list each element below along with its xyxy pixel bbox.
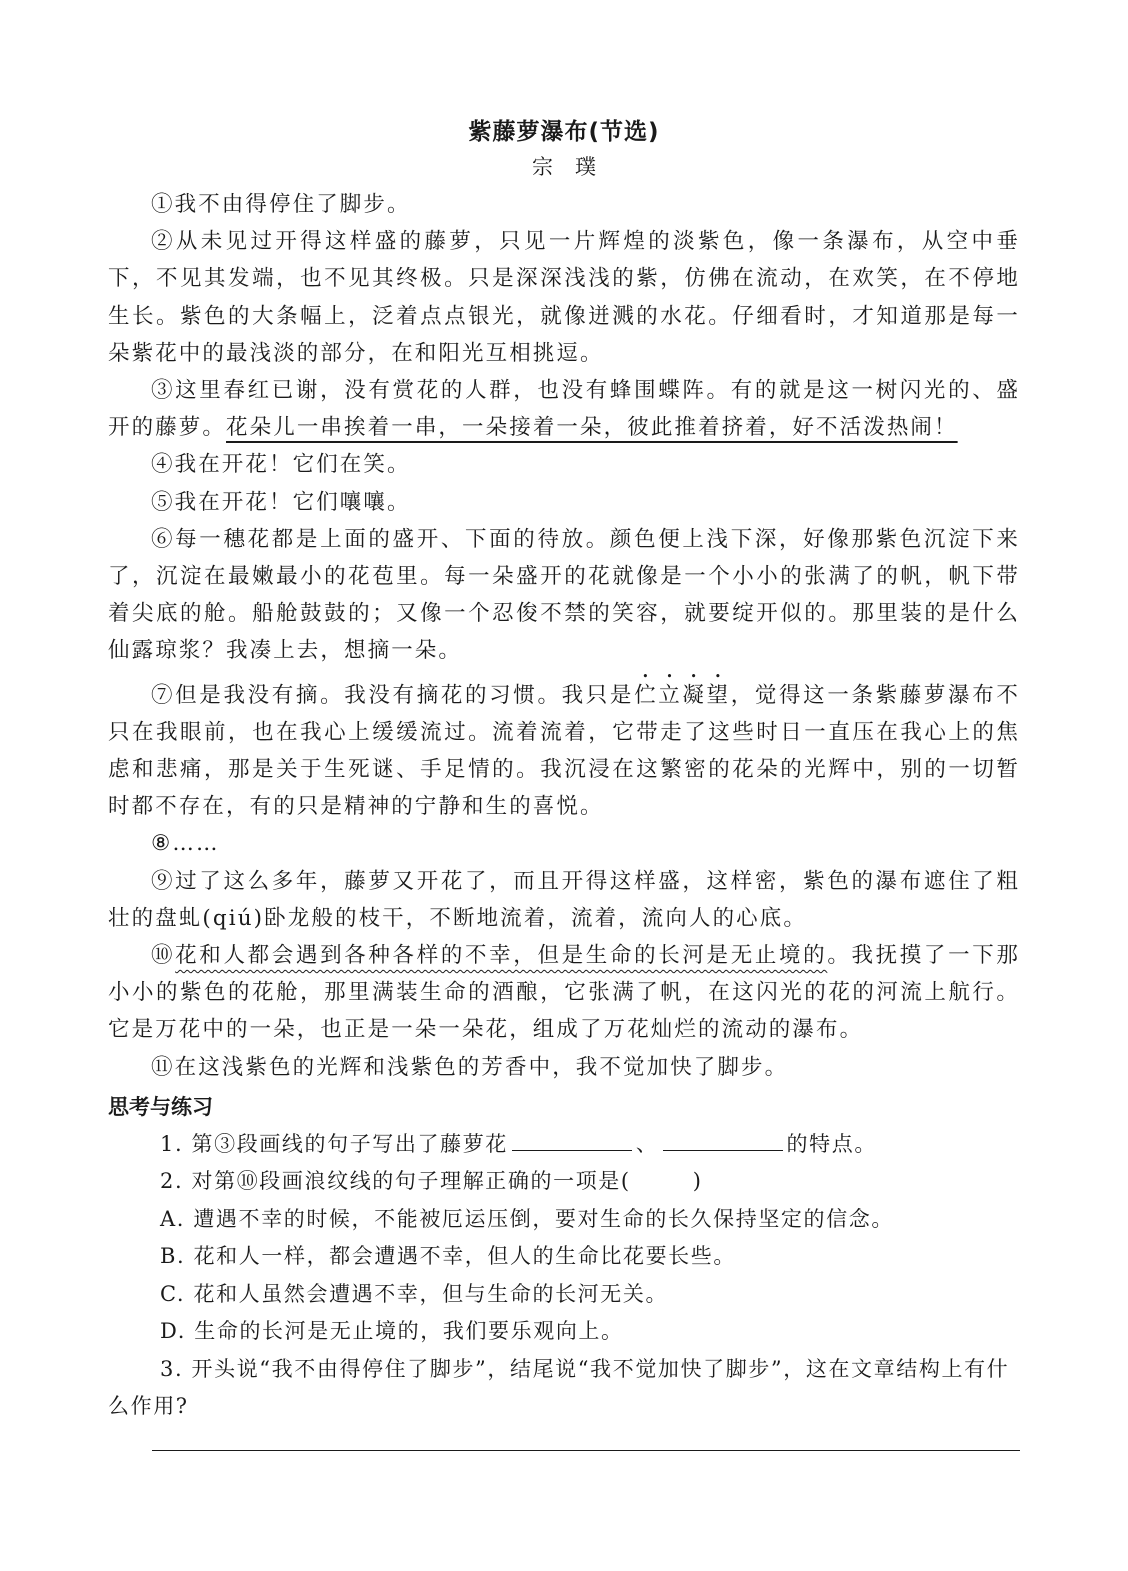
paragraph-3 [108, 372, 1020, 446]
paragraph-7 [108, 670, 1020, 826]
question-1-separator: 、 [635, 1131, 659, 1156]
answer-blank-1[interactable] [512, 1128, 632, 1151]
paragraph-4: ④我在开花！它们在笑。 [151, 452, 411, 478]
question-3-text-a: 3. 开头说“我不由得停住了脚步”，结尾说“我不觉加快了脚步”，这在文章结构上 [160, 1356, 965, 1381]
paragraph-2: ②从未见过开得这样盛的藤萝，只见一片辉煌的淡紫色，像一条瀑布，从空中垂下，不见其发端，也不见其终极。只是深深浅浅的紫，仿佛在流动，在欢笑，在不停地生长。紫色的大条幅上，泛着点点银光，就像迸溅的水花。仔细看时，才知道那是每一朵紫花中的最浅淡的部分，在和阳光互相挑逗。 [108, 229, 1020, 366]
exercises-heading: 思考与练习 [108, 1094, 213, 1119]
passage-title: 紫藤萝瀑布(节选) [468, 119, 660, 145]
question-1-text-b: 的特点。 [786, 1131, 877, 1156]
option-d: D. 生命的长河是无止境的，我们要乐观向上。 [160, 1319, 624, 1344]
question-1 [108, 1126, 1020, 1164]
option-b: B. 花和人一样，都会遭遇不幸，但人的生命比花要长些。 [160, 1244, 736, 1269]
passage-author: 宗璞 [532, 155, 618, 179]
question-2-text-a: 2. 对第⑩段画浪纹线的句子理解正确的一项是( [160, 1169, 631, 1194]
paragraph-3-text: ③这里春红已谢，没有赏花的人群，也没有蜂围蝶阵。有的就是这一树闪光的、盛开的藤萝。 [108, 378, 1020, 441]
worksheet-page [108, 112, 1020, 1426]
option-c: C. 花和人虽然会遭遇不幸，但与生命的长河无关。 [160, 1281, 669, 1306]
paragraph-8: ⑧…… [151, 831, 220, 857]
paragraph-9: ⑨过了这么多年，藤萝又开花了，而且开得这样盛，这样密，紫色的瀑布遮住了粗壮的盘虬(qiú)卧龙般的枝干，不断地流着，流着，流向人的心底。 [108, 868, 1020, 931]
question-2 [108, 1163, 1020, 1201]
paragraph-6: ⑥每一穗花都是上面的盛开、下面的待放。颜色便上浅下深，好像那紫色沉淀下来了，沉淀在最嫩最小的花苞里。每一朵盛开的花就像是一个小小的张满了的帆，帆下带着尖底的舱。船舱鼓鼓的；又像一个忍俊不禁的笑容，就要绽开似的。那里装的是什么仙露琼浆？我凑上去，想摘一朵。 [108, 526, 1020, 664]
paragraph-10 [108, 937, 1020, 1049]
question-1-text-a: 1. 第③段画线的句子写出了藤萝花 [160, 1131, 508, 1156]
question-3-text-b: 有什么作用? [108, 1356, 1010, 1419]
wavy-underlined-sentence: 花和人都会遇到各种各样的不幸，但是生命的长河是无止境的 [175, 943, 828, 969]
answer-line[interactable] [152, 1450, 1020, 1451]
answer-blank-2[interactable] [663, 1128, 783, 1151]
question-2-text-b: ) [692, 1169, 703, 1194]
paragraph-5: ⑤我在开花！它们嚷嚷。 [151, 489, 411, 515]
underlined-sentence: 花朵儿一串挨着一串，一朵接着一朵，彼此推着挤着，好不活泼热闹！ [226, 415, 958, 441]
paragraph-7-text-a: ⑦但是我没有摘。我没有摘花的习惯。我只是 [151, 682, 635, 708]
paragraph-11: ⑪在这浅紫色的光辉和浅紫色的芳香中，我不觉加快了脚步。 [151, 1054, 789, 1080]
dotted-phrase: 伫立凝望 [634, 682, 731, 708]
paragraph-10-number: ⑩ [151, 943, 176, 969]
option-a: A. 遭遇不幸的时候，不能被厄运压倒，要对生命的长久保持坚定的信念。 [160, 1206, 894, 1231]
question-3 [108, 1351, 1020, 1426]
paragraph-10-text: 。我抚摸了一下那小小的紫色的花舱，那里满装生命的酒酿，它张满了帆，在这闪光的花的河流上航行。它是万花中的一朵，也正是一朵一朵花，组成了万花灿烂的流动的瀑布。 [108, 943, 1020, 1043]
paragraph-7-text-b: ，觉得这一条紫藤萝瀑布不只在我眼前，也在我心上缓缓流过。流着流着，它带走了这些时日一直压在我心上的焦虑和悲痛，那是关于生死谜、手足情的。我沉浸在这繁密的花朵的光辉中，别的一切暂时都不存在，有的只是精神的宁静和生的喜悦。 [108, 682, 1020, 820]
paragraph-1: ①我不由得停住了脚步。 [151, 192, 411, 217]
